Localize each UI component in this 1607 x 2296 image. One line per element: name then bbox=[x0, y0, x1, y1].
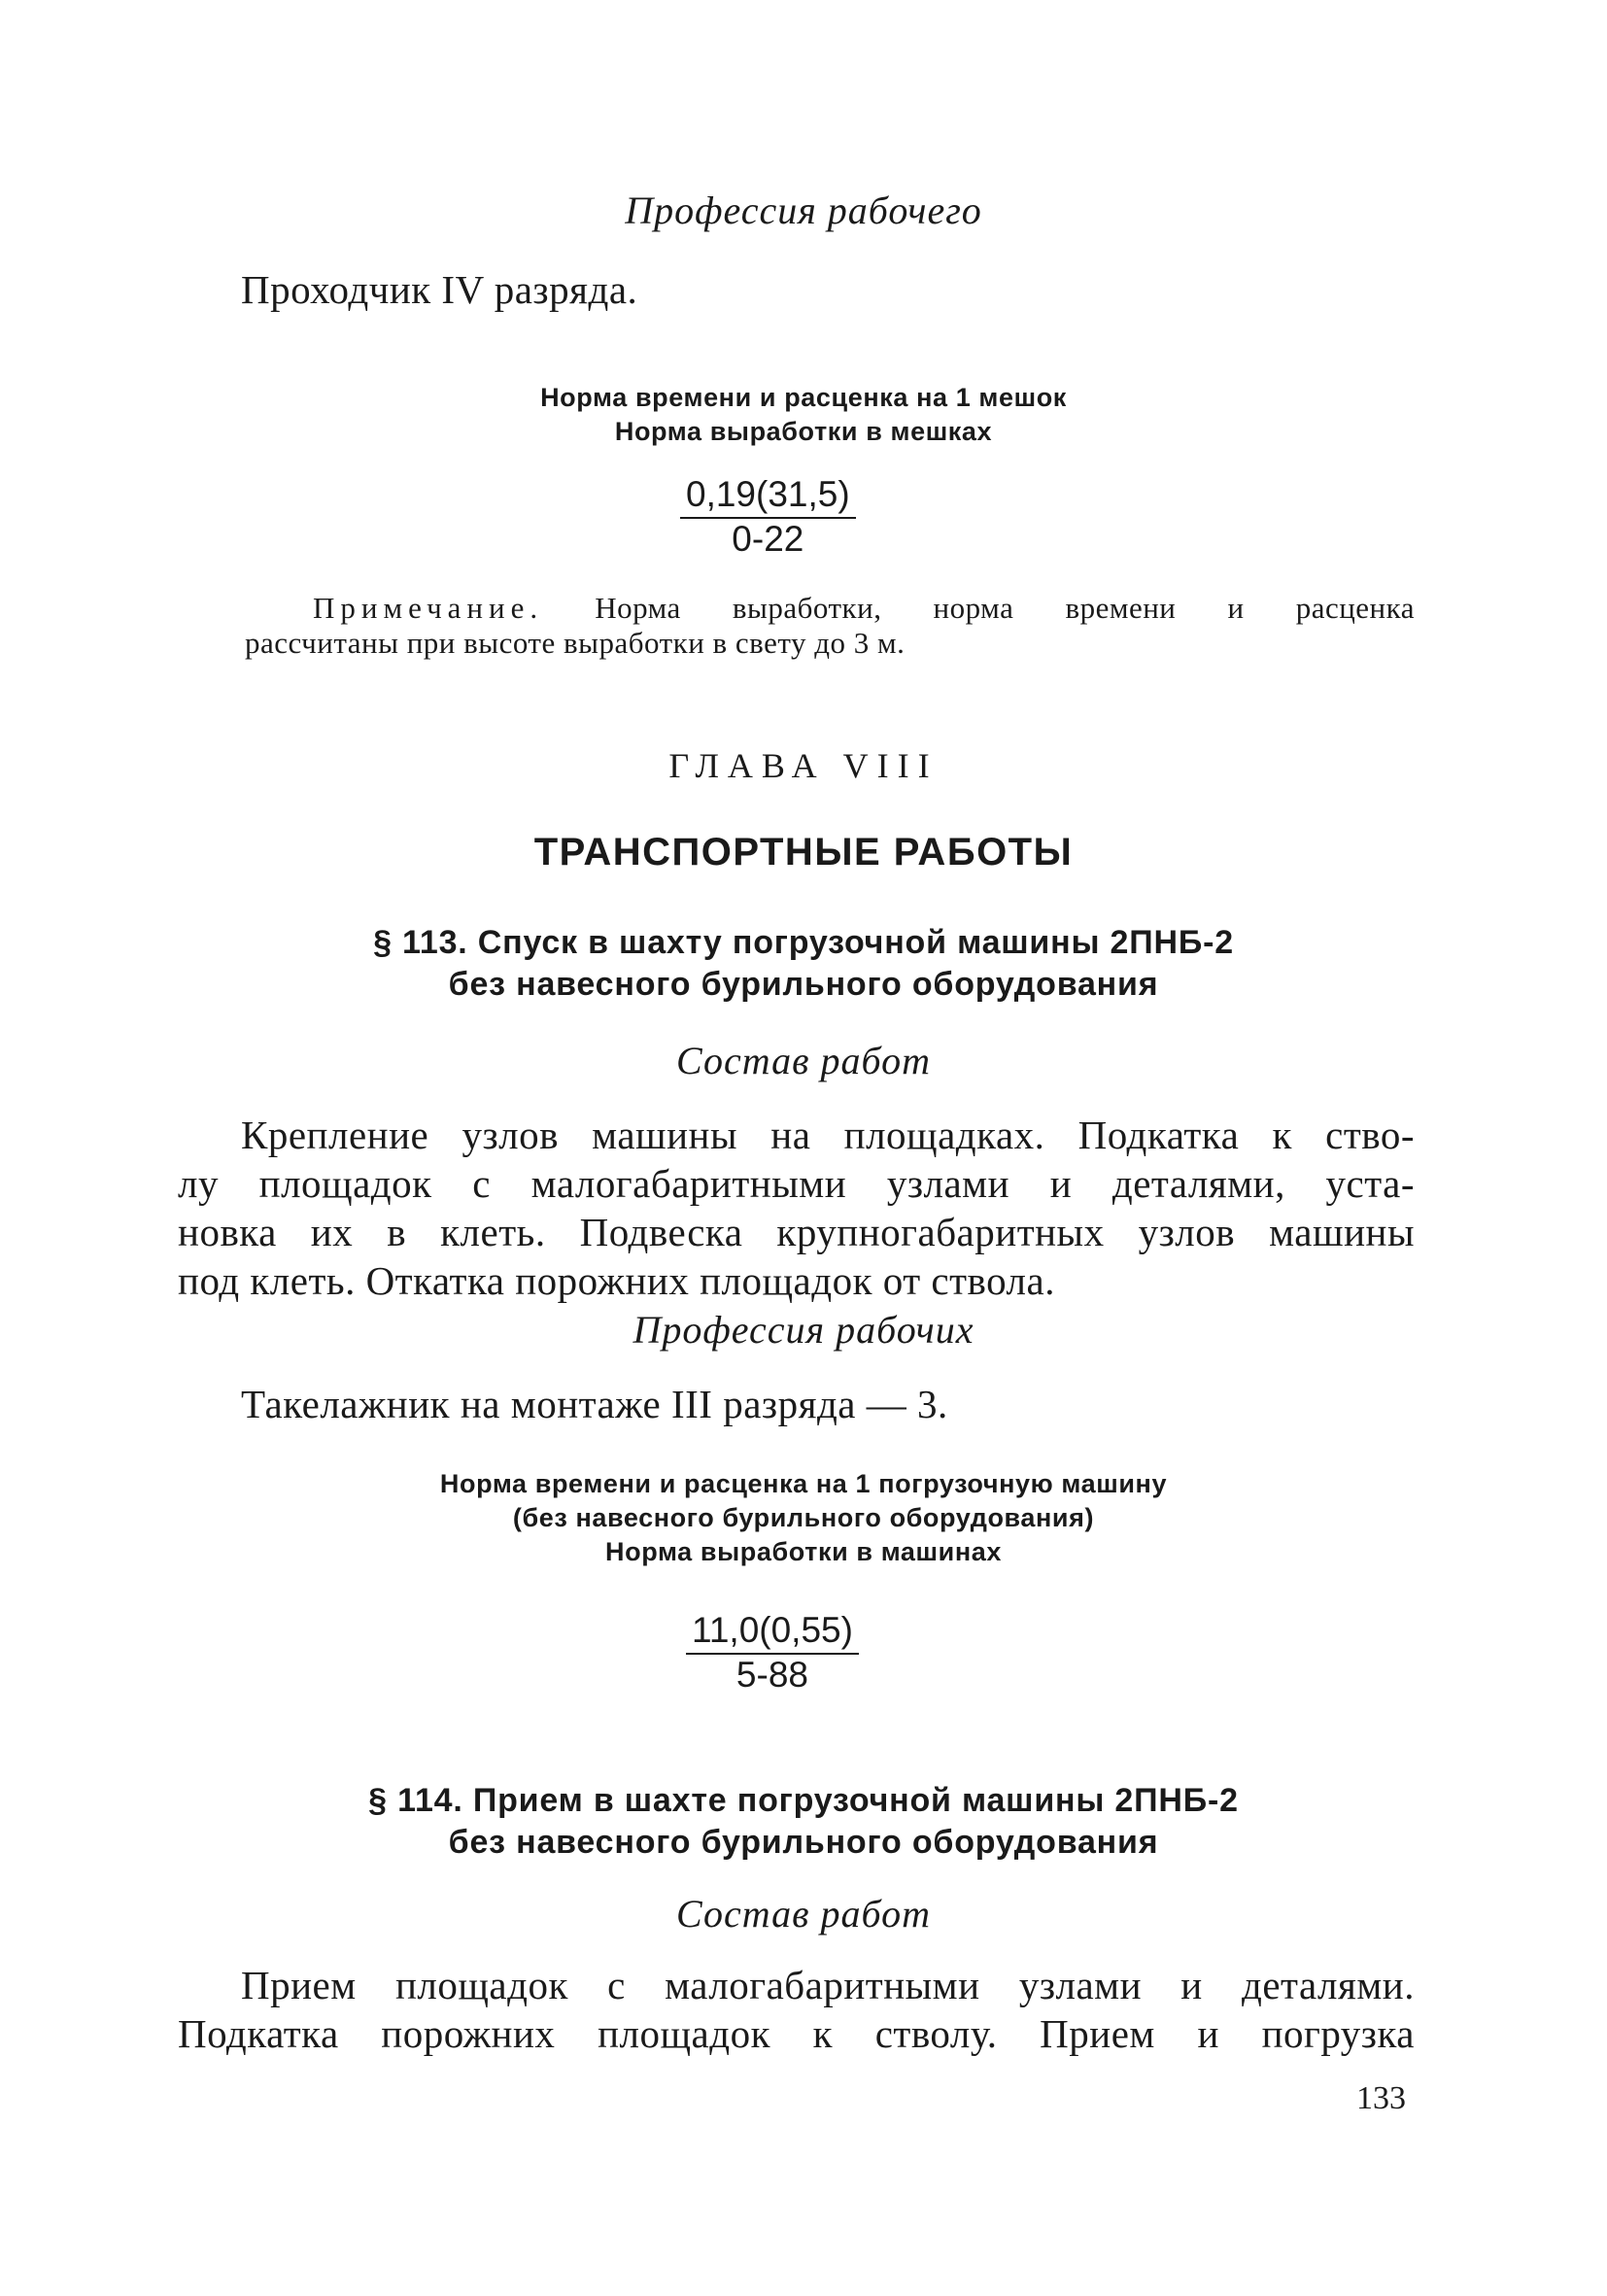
work-line: Подкатка порожних площадок к стволу. Прием и погрузка bbox=[178, 2011, 1415, 2056]
section-114-title-line: § 114. Прием в шахте погрузочной машины 2ПНБ-2 bbox=[368, 1782, 1239, 1819]
section-114-title-line: без навесного бурильного оборудования bbox=[448, 1824, 1159, 1861]
norm-fraction-2 bbox=[686, 1610, 859, 1696]
section-114-work-text bbox=[178, 1961, 1415, 2058]
section-113-work-heading: Состав работ bbox=[676, 1039, 931, 1082]
profession-line-1: Проходчик IV разряда. bbox=[241, 267, 638, 312]
norm-heading-2-line: Норма выработки в машинах bbox=[605, 1537, 1002, 1566]
work-line: Прием площадок с малогабаритными узлами и деталями. bbox=[241, 1963, 1415, 2007]
norm-heading-2-line: Норма времени и расценка на 1 погрузочную машину bbox=[439, 1469, 1168, 1498]
norm-numerator-2: 11,0(0,55) bbox=[686, 1610, 859, 1655]
note-line-1 bbox=[313, 591, 1415, 626]
norm-fraction-1 bbox=[680, 474, 856, 560]
note-label: Примечание. bbox=[313, 591, 544, 625]
norm-heading-1-line: Норма выработки в мешках bbox=[614, 417, 993, 446]
section-113-profession-line: Такелажник на монтаже III разряда — 3. bbox=[241, 1382, 948, 1426]
note-block-1 bbox=[245, 591, 1415, 661]
work-line: новка их в клеть. Подвеска крупногабаритных узлов машины bbox=[178, 1210, 1415, 1254]
section-113-work-text bbox=[178, 1111, 1415, 1305]
norm-heading-2-line: (без навесного бурильного оборудования) bbox=[512, 1503, 1095, 1532]
norm-denominator-1: 0-22 bbox=[732, 519, 804, 559]
section-114-work-heading: Состав работ bbox=[676, 1892, 931, 1936]
chapter-title: ТРАНСПОРТНЫЕ РАБОТЫ bbox=[533, 831, 1074, 874]
work-line: лу площадок с малогабаритными узлами и деталями, уста- bbox=[178, 1161, 1415, 1206]
section-113-title bbox=[0, 922, 1607, 1006]
section-114-title bbox=[0, 1780, 1607, 1864]
norm-heading-1 bbox=[0, 381, 1607, 449]
norm-heading-2 bbox=[0, 1467, 1607, 1569]
work-line: под клеть. Откатка порожних площадок от ствола. bbox=[178, 1258, 1055, 1303]
chapter-label: ГЛАВА VIII bbox=[668, 746, 939, 785]
page-number: 133 bbox=[1356, 2080, 1406, 2116]
norm-heading-1-line: Норма времени и расценка на 1 мешок bbox=[540, 383, 1067, 412]
work-line: Крепление узлов машины на площадках. Подкатка к ство- bbox=[241, 1113, 1415, 1157]
profession-heading-1: Профессия рабочего bbox=[625, 188, 982, 232]
section-113-title-line: § 113. Спуск в шахту погрузочной машины 2ПНБ-2 bbox=[373, 924, 1234, 961]
section-113-title-line: без навесного бурильного оборудования bbox=[448, 966, 1159, 1003]
note-line-1-text: Норма выработки, норма времени и расценка bbox=[595, 591, 1415, 625]
section-113-profession-heading: Профессия рабочих bbox=[633, 1308, 974, 1352]
norm-denominator-2: 5-88 bbox=[735, 1655, 808, 1695]
note-line-2: рассчитаны при высоте выработки в свету до 3 м. bbox=[245, 626, 906, 660]
norm-numerator-1: 0,19(31,5) bbox=[680, 474, 856, 519]
